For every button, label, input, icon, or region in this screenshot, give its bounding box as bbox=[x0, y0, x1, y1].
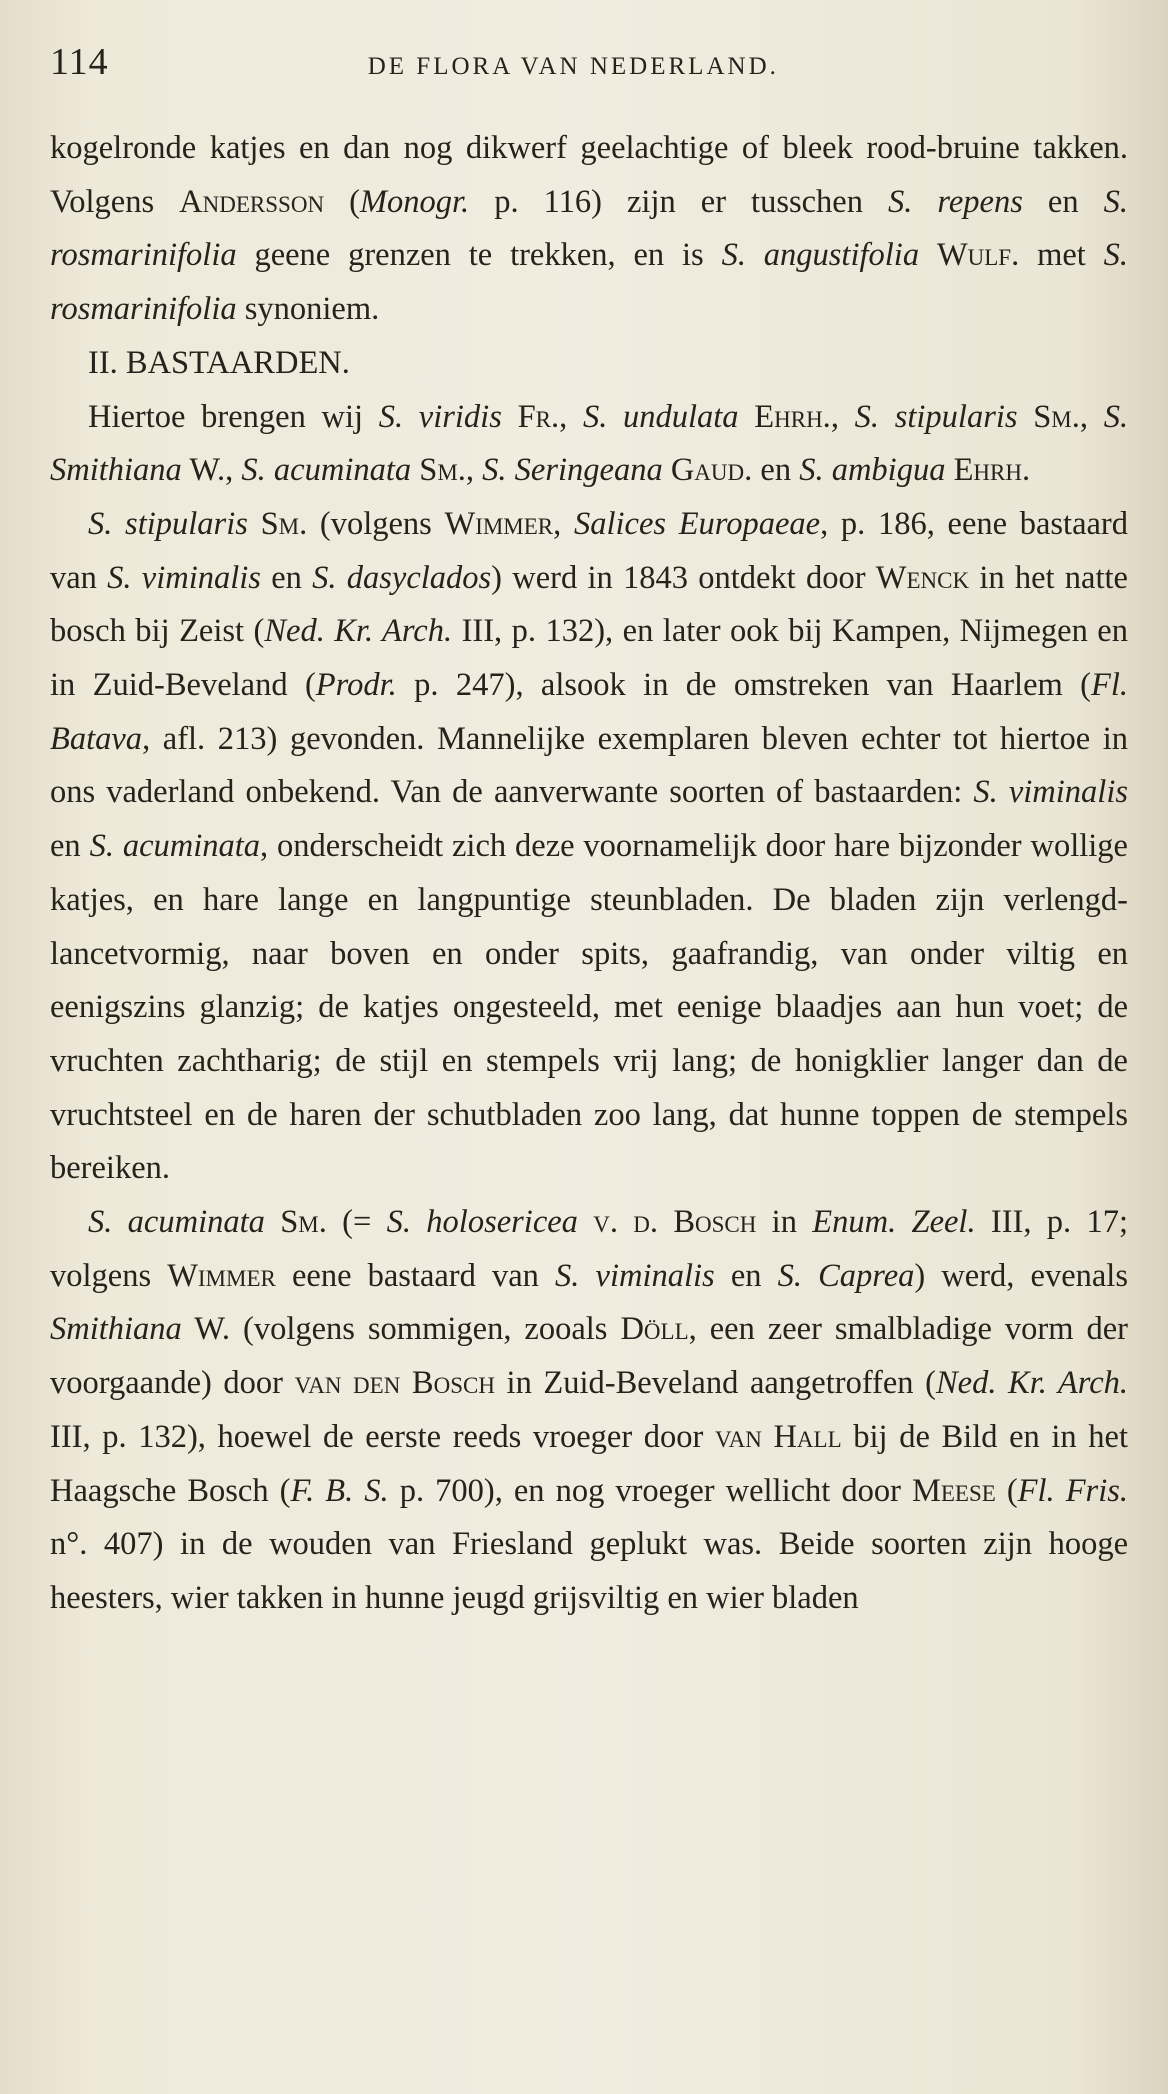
text-run: bij de Bild en in het Haagsche Bosch ( bbox=[50, 1418, 1129, 1509]
text-run: en bbox=[714, 1257, 778, 1294]
text-run bbox=[248, 506, 261, 542]
text-run: , onderscheidt zich deze voornamelijk door hare bijzonder wollige katjes, en hare lange en langpuntige steunbladen. De bladen zijn verlengd-lancetvormig, naar boven en onder spits, gaafrandig, van onder viltig en eenigszins glanzig; de katjes ongesteeld, met eenige blaadjes aan hun voet; de vruchten zachtharig; de stijl en stempels vrij lang; de honigklier langer dan de vruchtsteel en de haren der schutbladen zoo lang, dat hunne toppen de stempels bereiken. bbox=[50, 828, 1128, 1187]
text-run bbox=[578, 1204, 593, 1240]
text-run: III, p. 17; volgens bbox=[50, 1204, 1129, 1294]
author-name: Meese bbox=[911, 1472, 996, 1509]
italic-text: Ned. Kr. Arch. bbox=[264, 613, 453, 650]
italic-text: S. angustifolia bbox=[721, 237, 920, 274]
text-run: , bbox=[559, 398, 583, 435]
text-run: kogelronde katjes en dan nog dikwerf geelachtige of bleek rood-bruine takken. Volgens bbox=[50, 130, 1128, 220]
text-run bbox=[739, 399, 755, 435]
text-run bbox=[265, 1204, 280, 1240]
text-run: geene grenzen te trekken, en is bbox=[236, 237, 722, 274]
italic-text: S. holosericea bbox=[386, 1204, 578, 1241]
text-run: , afl. 213) gevonden. Mannelijke exemplaren bleven echter tot hiertoe in ons vaderland onbekend. Van de aanverwante soorten of bastaarden: bbox=[50, 720, 1128, 811]
text-run bbox=[945, 452, 953, 488]
text-run: , bbox=[553, 505, 574, 542]
italic-text: S. Seringeana bbox=[482, 452, 663, 489]
paragraph-s-acuminata bbox=[50, 1196, 1128, 1626]
section-heading bbox=[50, 337, 1128, 391]
text-run bbox=[1018, 399, 1034, 435]
text-run: ) werd in 1843 ontdekt door bbox=[491, 559, 876, 596]
paragraph-hybrids-intro bbox=[50, 391, 1128, 498]
italic-text: Monogr. bbox=[359, 183, 470, 220]
text-run: synoniem. bbox=[236, 291, 380, 328]
author-name: Sm. bbox=[260, 505, 308, 542]
italic-text: S. repens bbox=[888, 183, 1023, 220]
text-run: , p. 186, eene bastaard van bbox=[50, 505, 1129, 596]
text-run: n°. 407) in de wouden van Friesland geplukt was. Beide soorten zijn hooge heesters, wier takken in hunne jeugd grijsviltig en wier bladen bbox=[50, 1526, 1128, 1616]
text-run bbox=[663, 452, 671, 488]
italic-text: S. Smithiana bbox=[50, 398, 1129, 489]
text-run: p. 247), alsook in de omstreken van Haarlem ( bbox=[396, 667, 1091, 704]
author-name: Wimmer bbox=[444, 505, 554, 542]
text-run: in bbox=[756, 1204, 813, 1241]
author-name: v. d. Bosch bbox=[593, 1204, 757, 1241]
text-run: met bbox=[1019, 237, 1104, 274]
author-name: Sm. bbox=[419, 452, 466, 489]
author-name: Sm. bbox=[1033, 398, 1080, 435]
italic-text: Ned. Kr. Arch. bbox=[935, 1365, 1129, 1402]
text-run: ) werd, evenals bbox=[914, 1257, 1128, 1294]
italic-text: Enum. Zeel. bbox=[812, 1204, 976, 1241]
italic-text: S. ambigua bbox=[799, 452, 946, 489]
running-title: DE FLORA VAN NEDERLAND. bbox=[367, 53, 779, 80]
paragraph-continuation bbox=[50, 122, 1128, 337]
italic-text: S. acuminata bbox=[88, 1204, 265, 1241]
italic-text: S. undulata bbox=[582, 398, 739, 435]
italic-text: S. acuminata bbox=[89, 828, 261, 865]
italic-text: S. Caprea bbox=[777, 1257, 915, 1294]
italic-text: S. viminalis bbox=[973, 774, 1128, 811]
text-run: ( bbox=[324, 183, 360, 220]
text-run: W. (volgens sommigen, zooals bbox=[181, 1311, 621, 1348]
text-run: III, p. 132), en later ook bij Kampen, Nijmegen en in Zuid-Beveland ( bbox=[50, 613, 1128, 704]
text-run: en bbox=[1022, 183, 1104, 220]
text-run: , bbox=[465, 452, 483, 489]
author-name: Döll bbox=[620, 1311, 689, 1348]
text-run: III, p. 132), hoewel de eerste reeds vroeger door bbox=[50, 1418, 715, 1455]
author-name: Ehrh. bbox=[754, 398, 831, 435]
italic-text: S. viminalis bbox=[555, 1257, 715, 1294]
author-name: Wimmer bbox=[167, 1257, 276, 1294]
page-header bbox=[50, 40, 1128, 98]
text-run: II. BASTAARDEN. bbox=[88, 344, 350, 381]
italic-text: S. acuminata bbox=[241, 452, 412, 489]
italic-text: S. rosmarinifolia bbox=[50, 183, 1128, 274]
page-number: 114 bbox=[50, 41, 109, 83]
italic-text: Fl. Fris. bbox=[1017, 1472, 1128, 1509]
text-run: in Zuid-Beveland aangetroffen ( bbox=[494, 1365, 936, 1402]
italic-text: S. stipularis bbox=[88, 505, 248, 542]
author-name: Sm. bbox=[280, 1204, 327, 1241]
author-name: Wenck bbox=[875, 559, 970, 596]
italic-text: S. stipularis bbox=[854, 398, 1018, 435]
italic-text: F. B. S. bbox=[290, 1472, 389, 1509]
text-run: eene bastaard van bbox=[275, 1257, 556, 1294]
text-run: , bbox=[1079, 398, 1104, 435]
text-run: (volgens bbox=[307, 505, 445, 542]
text-run: en bbox=[752, 452, 800, 489]
page-body bbox=[50, 122, 1128, 1626]
author-name: Wulf. bbox=[936, 237, 1020, 274]
author-name: van Hall bbox=[714, 1418, 842, 1455]
text-run: W., bbox=[181, 452, 242, 489]
author-name: van den Bosch bbox=[294, 1365, 495, 1402]
text-run: in het natte bosch bij Zeist ( bbox=[50, 559, 1128, 650]
text-run: Hiertoe brengen wij bbox=[88, 398, 379, 435]
text-run: p. 700), en nog vroeger wellicht door bbox=[388, 1472, 912, 1509]
text-run: en bbox=[260, 559, 313, 596]
author-name: Fr. bbox=[517, 398, 560, 435]
italic-text: S. viminalis bbox=[107, 559, 261, 596]
author-name: Gaud. bbox=[670, 452, 753, 489]
italic-text: Salices Europaeae bbox=[573, 505, 821, 542]
text-run: ( bbox=[995, 1472, 1018, 1509]
text-run: en bbox=[50, 828, 90, 865]
italic-text: Smithiana bbox=[50, 1311, 182, 1348]
italic-text: Fl. Batava bbox=[50, 667, 1128, 757]
text-run: p. 116) zijn er tusschen bbox=[469, 183, 889, 220]
italic-text: Prodr. bbox=[315, 667, 397, 704]
text-run: (= bbox=[326, 1204, 387, 1241]
italic-text: S. rosmarinifolia bbox=[50, 237, 1129, 328]
author-name: Andersson bbox=[179, 183, 325, 220]
italic-text: S. viridis bbox=[378, 398, 502, 435]
text-run bbox=[502, 399, 518, 435]
italic-text: S. dasyclados bbox=[312, 559, 492, 596]
text-run: , een zeer smalbladige vorm der voorgaande) door bbox=[50, 1311, 1128, 1402]
author-name: Ehrh. bbox=[953, 452, 1031, 489]
paragraph-s-stipularis bbox=[50, 498, 1128, 1196]
text-run: , bbox=[830, 398, 855, 435]
text-run bbox=[919, 237, 937, 273]
